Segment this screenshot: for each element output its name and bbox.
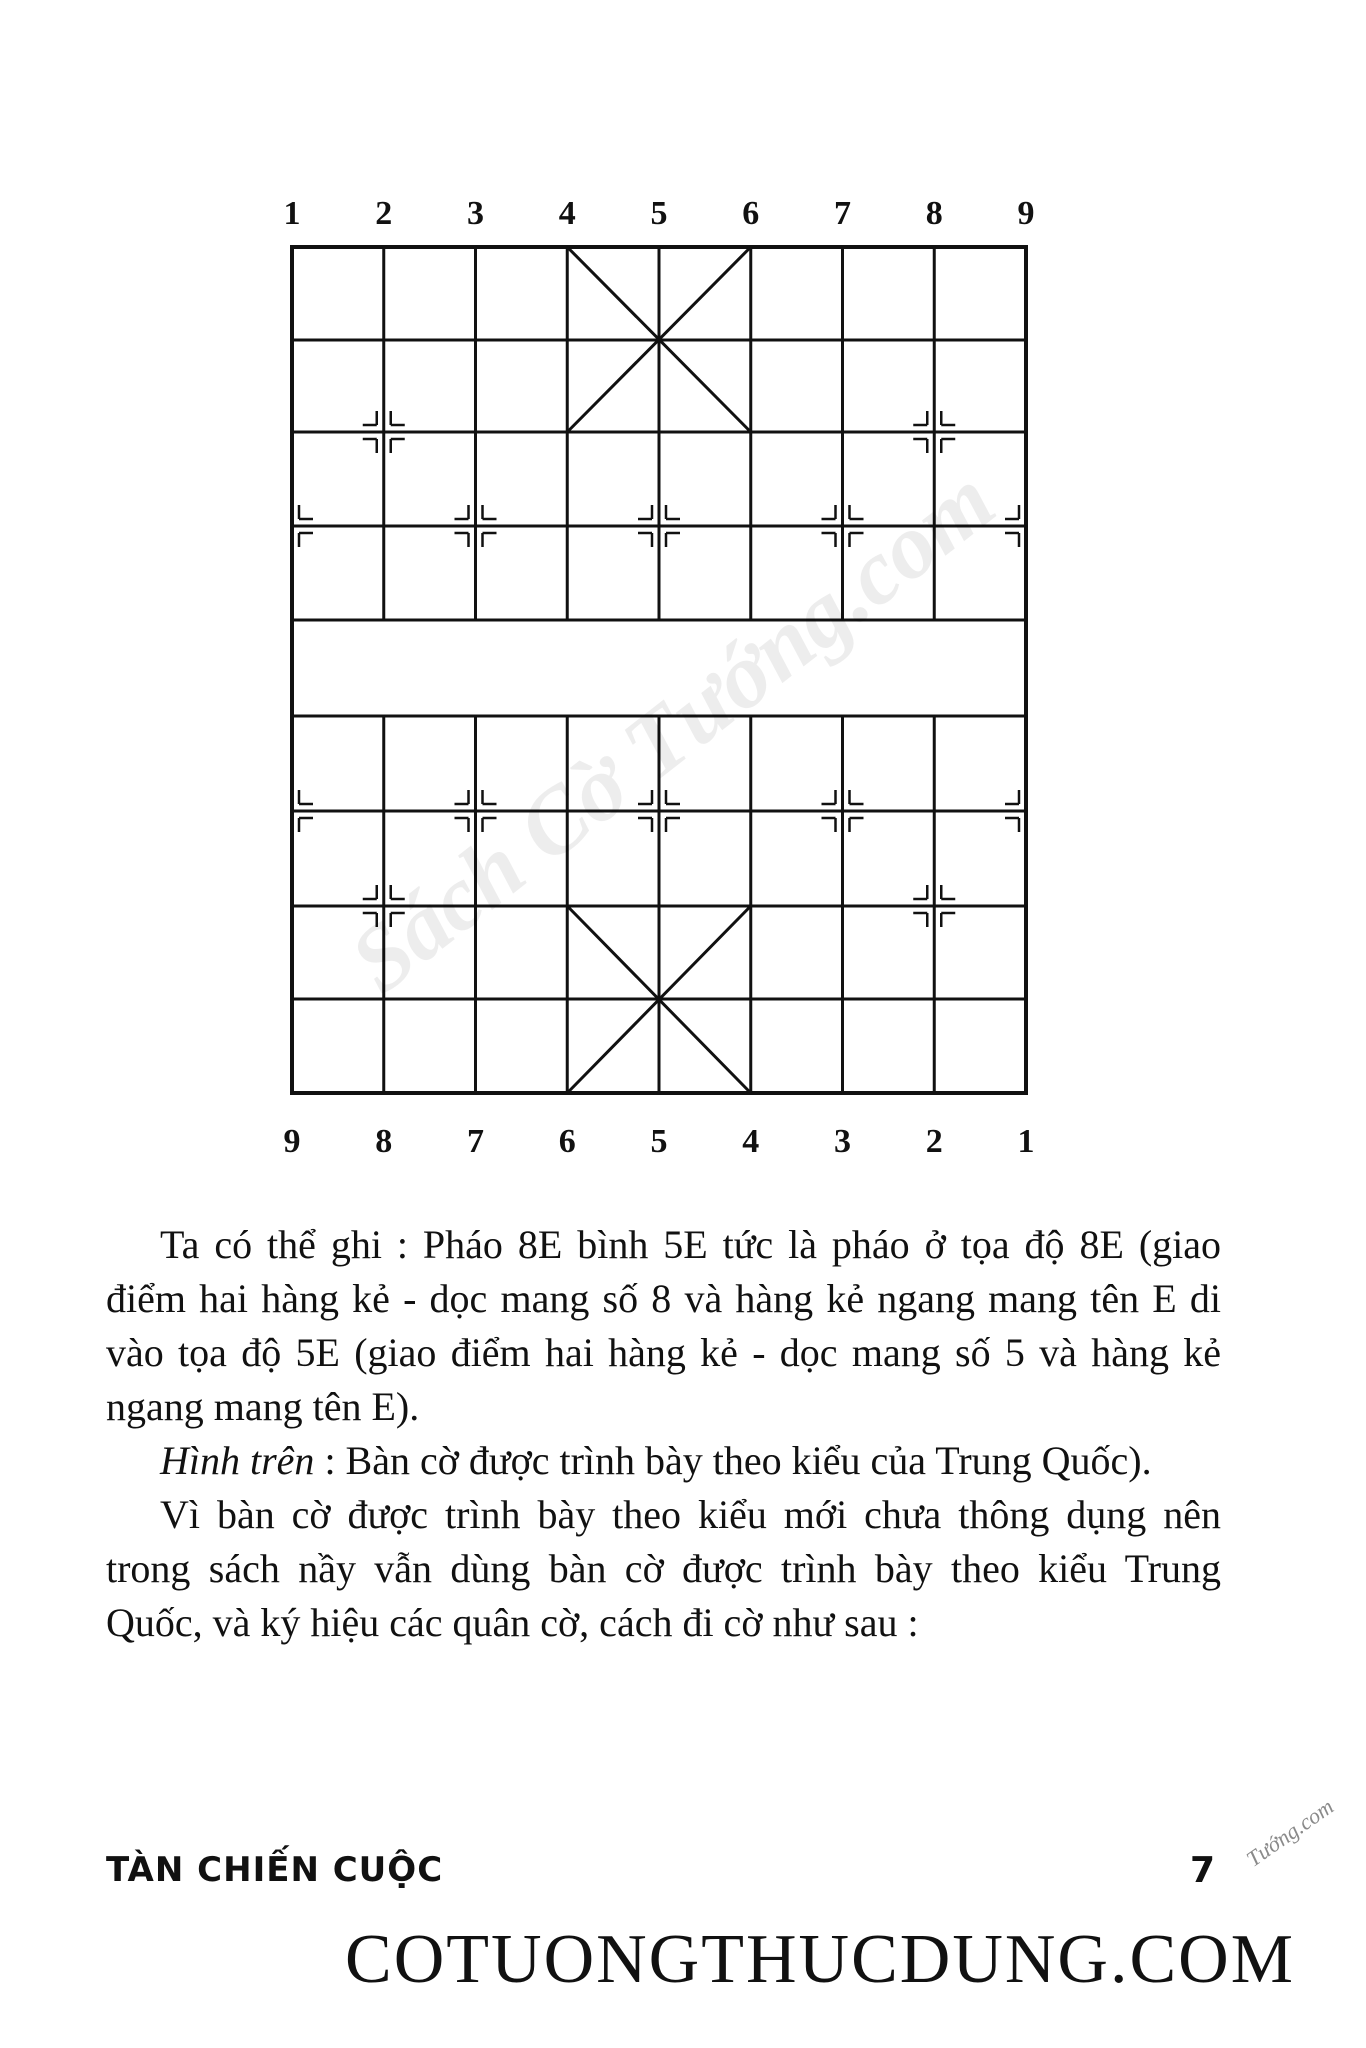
file-number-bottom: 9 (283, 1123, 301, 1160)
figure-caption-text: : Bàn cờ được trình bày theo kiểu của Trung Quốc). (314, 1438, 1152, 1483)
paragraph-figure-caption (106, 1434, 1221, 1488)
corner-watermark: Tướng.com (1241, 1793, 1338, 1872)
diagonal-watermark: Sách Cờ Tướng.com (331, 448, 1013, 1012)
file-number-bottom: 1 (1017, 1123, 1035, 1160)
file-number-top: 8 (925, 195, 943, 232)
file-number-bottom: 6 (558, 1123, 576, 1160)
page-number: 7 (1190, 1850, 1216, 1891)
body-text (106, 1218, 1221, 1650)
file-number-top: 1 (283, 195, 301, 232)
file-number-bottom: 8 (375, 1123, 393, 1160)
file-number-bottom: 2 (925, 1123, 943, 1160)
file-number-bottom: 3 (834, 1123, 851, 1160)
file-number-top: 4 (558, 195, 576, 232)
paragraph-explanation: Vì bàn cờ được trình bày theo kiểu mới chưa thông dụng nên trong sách nầy vẫn dùng bàn cờ được trình bày theo kiểu Trung Quốc, và ký hiệu các quân cờ, cách đi cờ như sau : (106, 1492, 1221, 1645)
file-number-top: 9 (1017, 195, 1035, 232)
file-number-bottom: 7 (467, 1123, 484, 1160)
site-banner: COTUONGTHUCDUNG.COM (345, 1921, 1295, 1998)
file-number-top: 7 (834, 195, 851, 232)
paragraph-notation: Ta có thể ghi : Pháo 8E bình 5E tức là pháo ở tọa độ 8E (giao điểm hai hàng kẻ - dọc mang số 8 và hàng kẻ ngang mang tên E di vào tọa độ 5E (giao điểm hai hàng kẻ - dọc mang số 5 và hàng kẻ ngang mang tên E). (106, 1222, 1221, 1429)
footer-book-title: TÀN CHIẾN CUỘC (106, 1850, 444, 1890)
file-number-top: 5 (650, 195, 668, 232)
file-number-top: 3 (467, 195, 484, 232)
file-number-bottom: 5 (650, 1123, 668, 1160)
file-number-top: 2 (375, 195, 393, 232)
file-number-top: 6 (742, 195, 760, 232)
figure-label: Hình trên (160, 1438, 315, 1483)
file-number-bottom: 4 (742, 1123, 760, 1160)
